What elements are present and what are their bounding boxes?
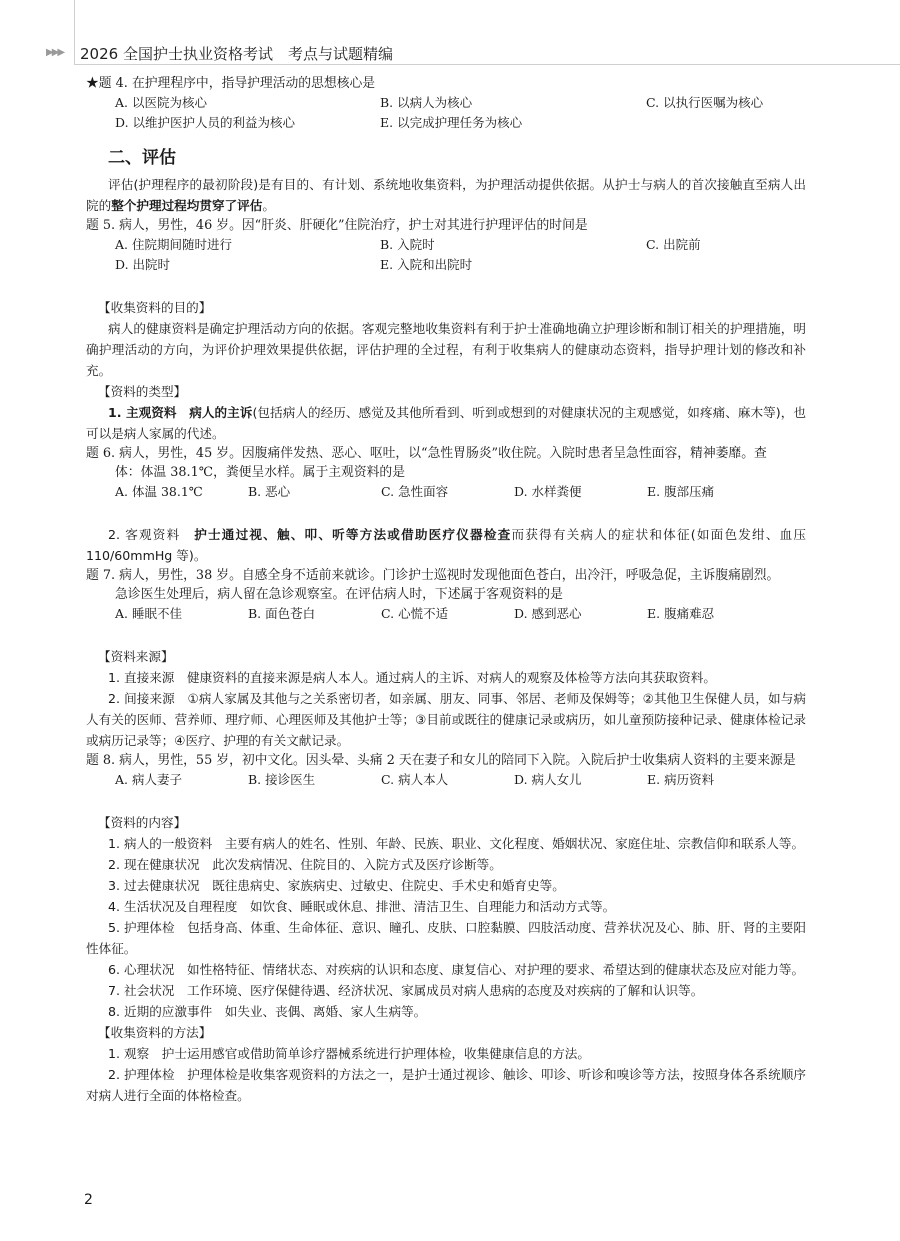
- page-body: [86, 74, 806, 1106]
- text: 2. 客观资料: [108, 527, 195, 542]
- page-header: [0, 0, 900, 64]
- option: E. 病历资料: [647, 772, 715, 787]
- contents-item: 8. 近期的应激事件 如失业、丧偶、离婚、家人生病等。: [108, 1004, 427, 1019]
- methods-heading: 【收集资料的方法】: [98, 1025, 212, 1040]
- question-5-options-row1: [115, 235, 806, 255]
- question-4-options-row2: [115, 113, 806, 133]
- text: 。: [262, 198, 275, 213]
- text: 而获得有关病人的症状和体征(如面色发绀、血压 110/60mmHg 等)。: [86, 527, 807, 563]
- section-title: 二、评估: [108, 148, 176, 168]
- option: B. 恶心: [248, 484, 291, 499]
- option: D. 水样粪便: [514, 484, 582, 499]
- option: C. 出院前: [646, 237, 701, 252]
- text: 急诊医生处理后，病人留在急诊观察室。在评估病人时，下述属于客观资料的是: [115, 587, 563, 602]
- contents-item: 5. 护理体检 包括身高、体重、生命体征、意识、瞳孔、皮肤、口腔黏膜、四肢活动度、营养状况及心、肺、肝、肾的主要阳性体征。: [86, 920, 806, 956]
- purpose-paragraph: 病人的健康资料是确定护理活动方向的依据。客观完整地收集资料有利于护士准确地确立护理诊断和制订相关的护理措施，明确护理活动的方向，为评价护理效果提供依据，评估护理的全过程，有利于收集病人的健康动态资料，指导护理计划的修改和补充。: [86, 321, 806, 378]
- question-6-options: [115, 482, 806, 502]
- subjective-data-paragraph: [86, 402, 806, 444]
- question-5-options-row2: [115, 255, 806, 275]
- header-divider-vertical: [74, 0, 75, 64]
- option: D. 感到恶心: [514, 606, 582, 621]
- contents-item: 1. 病人的一般资料 主要有病人的姓名、性别、年龄、民族、职业、文化程度、婚姻状况、家庭住址、宗教信仰和联系人等。: [108, 836, 805, 851]
- question-7-stem: 题 7. 病人，男性，38 岁。自感全身不适前来就诊。门诊护士巡视时发现他面色苍白，出冷汗，呼吸急促，主诉腹痛剧烈。: [86, 568, 780, 583]
- header-divider: [74, 64, 900, 65]
- header-arrows-icon: ▶▶▶: [46, 47, 64, 58]
- option: B. 入院时: [380, 237, 435, 252]
- option: D. 出院时: [115, 257, 171, 272]
- bold-text: 1. 主观资料 病人的主诉: [108, 405, 253, 420]
- question-7-stem-cont: [86, 585, 806, 604]
- option: D. 以维护医护人员的利益为核心: [115, 115, 296, 130]
- option: C. 以执行医嘱为核心: [646, 95, 764, 110]
- header-title: 2026 全国护士执业资格考试 考点与试题精编: [80, 45, 393, 63]
- objective-data-paragraph: [86, 524, 806, 566]
- option: A. 以医院为核心: [115, 95, 207, 110]
- evaluation-paragraph: [86, 174, 806, 216]
- text: 评估(护理程序的最初阶段)是有目的、有计划、系统地收集资料，为护理活动提供依据。从护士与病人的首次接触直至病人出院的: [86, 177, 806, 213]
- option: B. 以病人为核心: [380, 95, 473, 110]
- question-5-stem: 题 5. 病人，男性，46 岁。因“肝炎、肝硬化”住院治疗，护士对其进行护理评估的时间是: [86, 218, 588, 233]
- option: E. 腹痛难忍: [647, 606, 715, 621]
- bold-text: 整个护理过程均贯穿了评估: [111, 198, 263, 213]
- question-8-stem: 题 8. 病人，男性，55 岁，初中文化。因头晕、头痛 2 天在妻子和女儿的陪同下入院。入院后护士收集病人资料的主要来源是: [86, 753, 796, 768]
- option: C. 病人本人: [381, 772, 449, 787]
- question-6-stem-cont: [86, 463, 806, 482]
- types-heading: 【资料的类型】: [98, 384, 187, 399]
- contents-heading: 【资料的内容】: [98, 815, 187, 830]
- contents-item: 7. 社会状况 工作环境、医疗保健待遇、经济状况、家属成员对病人患病的态度及对疾病的了解和认识等。: [108, 983, 704, 998]
- question-7-options: [115, 604, 806, 624]
- option: E. 腹部压痛: [647, 484, 715, 499]
- option: E. 以完成护理任务为核心: [380, 115, 523, 130]
- contents-item: 3. 过去健康状况 既往患病史、家族病史、过敏史、住院史、手术史和婚育史等。: [108, 878, 565, 893]
- option: E. 入院和出院时: [380, 257, 473, 272]
- question-8-options: [115, 770, 806, 790]
- method-observation: 1. 观察 护士运用感官或借助简单诊疗器械系统进行护理体检，收集健康信息的方法。: [108, 1046, 590, 1061]
- question-4-stem: ★题 4. 在护理程序中，指导护理活动的思想核心是: [86, 76, 376, 91]
- text: 体：体温 38.1℃，粪便呈水样。属于主观资料的是: [115, 465, 406, 480]
- contents-item: 4. 生活状况及自理程度 如饮食、睡眠或休息、排泄、清洁卫生、自理能力和活动方式等。: [108, 899, 616, 914]
- direct-source-paragraph: 1. 直接来源 健康资料的直接来源是病人本人。通过病人的主诉、对病人的观察及体检等方法向其获取资料。: [108, 670, 716, 685]
- purpose-heading: 【收集资料的目的】: [98, 300, 212, 315]
- indirect-source-paragraph: 2. 间接来源 ①病人家属及其他与之关系密切者，如亲属、朋友、同事、邻居、老师及保姆等；②其他卫生保健人员，如与病人有关的医师、营养师、理疗师、心理医师及其他护士等；③目前或既往的健康记录或病历，如儿童预防接种记录、健康体检记录或病历记录等；④医疗、护理的有关文献记录。: [86, 691, 806, 748]
- question-6-stem: 题 6. 病人，男性，45 岁。因腹痛伴发热、恶心、呕吐，以“急性胃肠炎”收住院。入院时患者呈急性面容，精神萎靡。查: [86, 446, 767, 461]
- sources-heading: 【资料来源】: [98, 649, 174, 664]
- option: C. 急性面容: [381, 484, 449, 499]
- page-number: 2: [84, 1192, 93, 1208]
- text: (包括病人的经历、感觉及其他所看到、听到或想到的对健康状况的主观感觉，如疼痛、麻木等)，也可以是病人家属的代述。: [86, 405, 807, 441]
- method-physical-exam: 2. 护理体检 护理体检是收集客观资料的方法之一，是护士通过视诊、触诊、叩诊、听诊和嗅诊等方法，按照身体各系统顺序对病人进行全面的体格检查。: [86, 1067, 806, 1103]
- option: A. 睡眠不佳: [115, 606, 182, 621]
- option: B. 接诊医生: [248, 772, 316, 787]
- option: A. 病人妻子: [115, 772, 182, 787]
- contents-item: 2. 现在健康状况 此次发病情况、住院目的、入院方式及医疗诊断等。: [108, 857, 502, 872]
- option: B. 面色苍白: [248, 606, 316, 621]
- option: A. 住院期间随时进行: [115, 237, 232, 252]
- option: D. 病人女儿: [514, 772, 582, 787]
- option: C. 心慌不适: [381, 606, 449, 621]
- contents-item: 6. 心理状况 如性格特征、情绪状态、对疾病的认识和态度、康复信心、对护理的要求、希望达到的健康状态及应对能力等。: [108, 962, 805, 977]
- question-4-options-row1: [115, 93, 806, 113]
- bold-text: 护士通过视、触、叩、听等方法或借助医疗仪器检查: [194, 527, 512, 542]
- option: A. 体温 38.1℃: [115, 484, 203, 499]
